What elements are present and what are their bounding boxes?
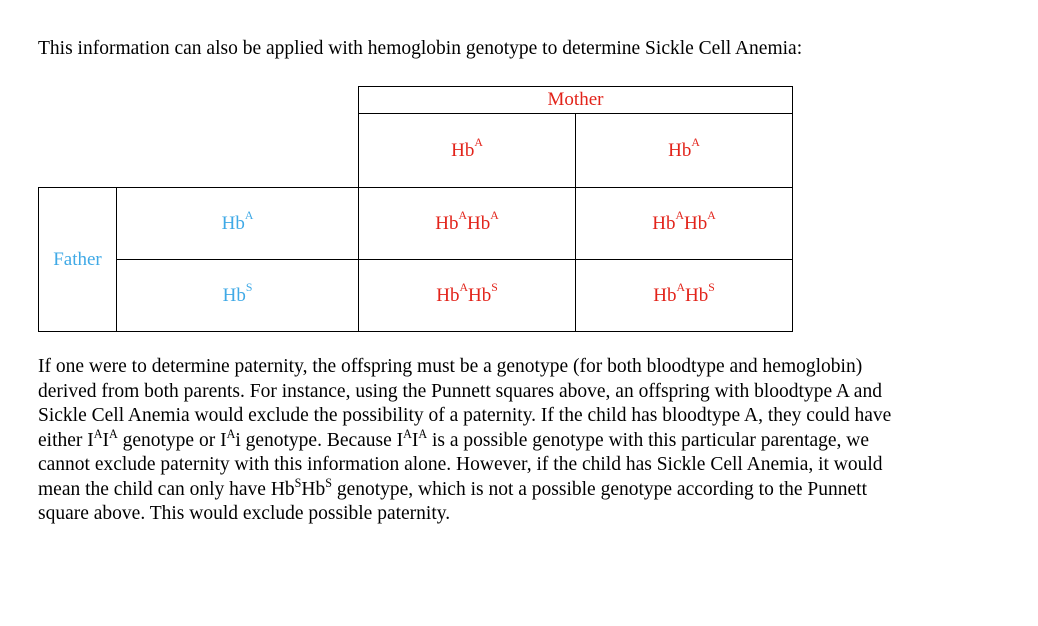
paragraph-line: either $I^AI^A$ genotype or $I^Ai$ genotype. Because $I^AI^A$ is a possible genotype with this particular parentage, we — [38, 427, 870, 451]
father-label: Father — [53, 248, 102, 270]
offspring-cell-1-1: Hb $^A$ Hb $^A$ — [358, 187, 576, 260]
offspring-cell-1-2: Hb $^A$ Hb $^A$ — [575, 187, 793, 260]
paragraph-line: square above. This would exclude possible paternity. — [38, 503, 451, 524]
father-allele-1: Hb $^A$ — [116, 187, 359, 260]
paragraph-line: derived from both parents. For instance, using the Punnett squares above, an offspring with bloodtype A and — [38, 380, 882, 402]
offspring-cell-2-2: Hb $^A$ Hb $^S$ — [575, 259, 793, 332]
paragraph-line: cannot exclude paternity with this information alone. However, if the child has Sickle Cell Anemia, it would — [38, 454, 883, 475]
explanation-paragraph — [38, 355, 998, 527]
paragraph-line: mean the child can only have $Hb^SHb^S$ genotype, which is not a possible genotype according to the Punnett — [38, 476, 868, 500]
father-header — [38, 187, 117, 332]
intro-text: This information can also be applied with hemoglobin genotype to determine Sickle Cell Anemia: — [38, 38, 803, 59]
paragraph-line: Sickle Cell Anemia would exclude the possibility of a paternity. If the child has bloodtype A, they could have — [38, 405, 892, 426]
paragraph-line: If one were to determine paternity, the offspring must be a genotype (for both bloodtype and hemoglobin) — [38, 356, 863, 377]
offspring-cell-2-1: Hb $^A$ Hb $^S$ — [358, 259, 576, 332]
mother-label: Mother — [547, 89, 604, 110]
mother-header — [358, 86, 793, 114]
mother-allele-2: Hb $^A$ — [575, 113, 793, 188]
father-allele-2: Hb $^S$ — [116, 259, 359, 332]
mother-allele-1: Hb $^A$ — [358, 113, 576, 188]
